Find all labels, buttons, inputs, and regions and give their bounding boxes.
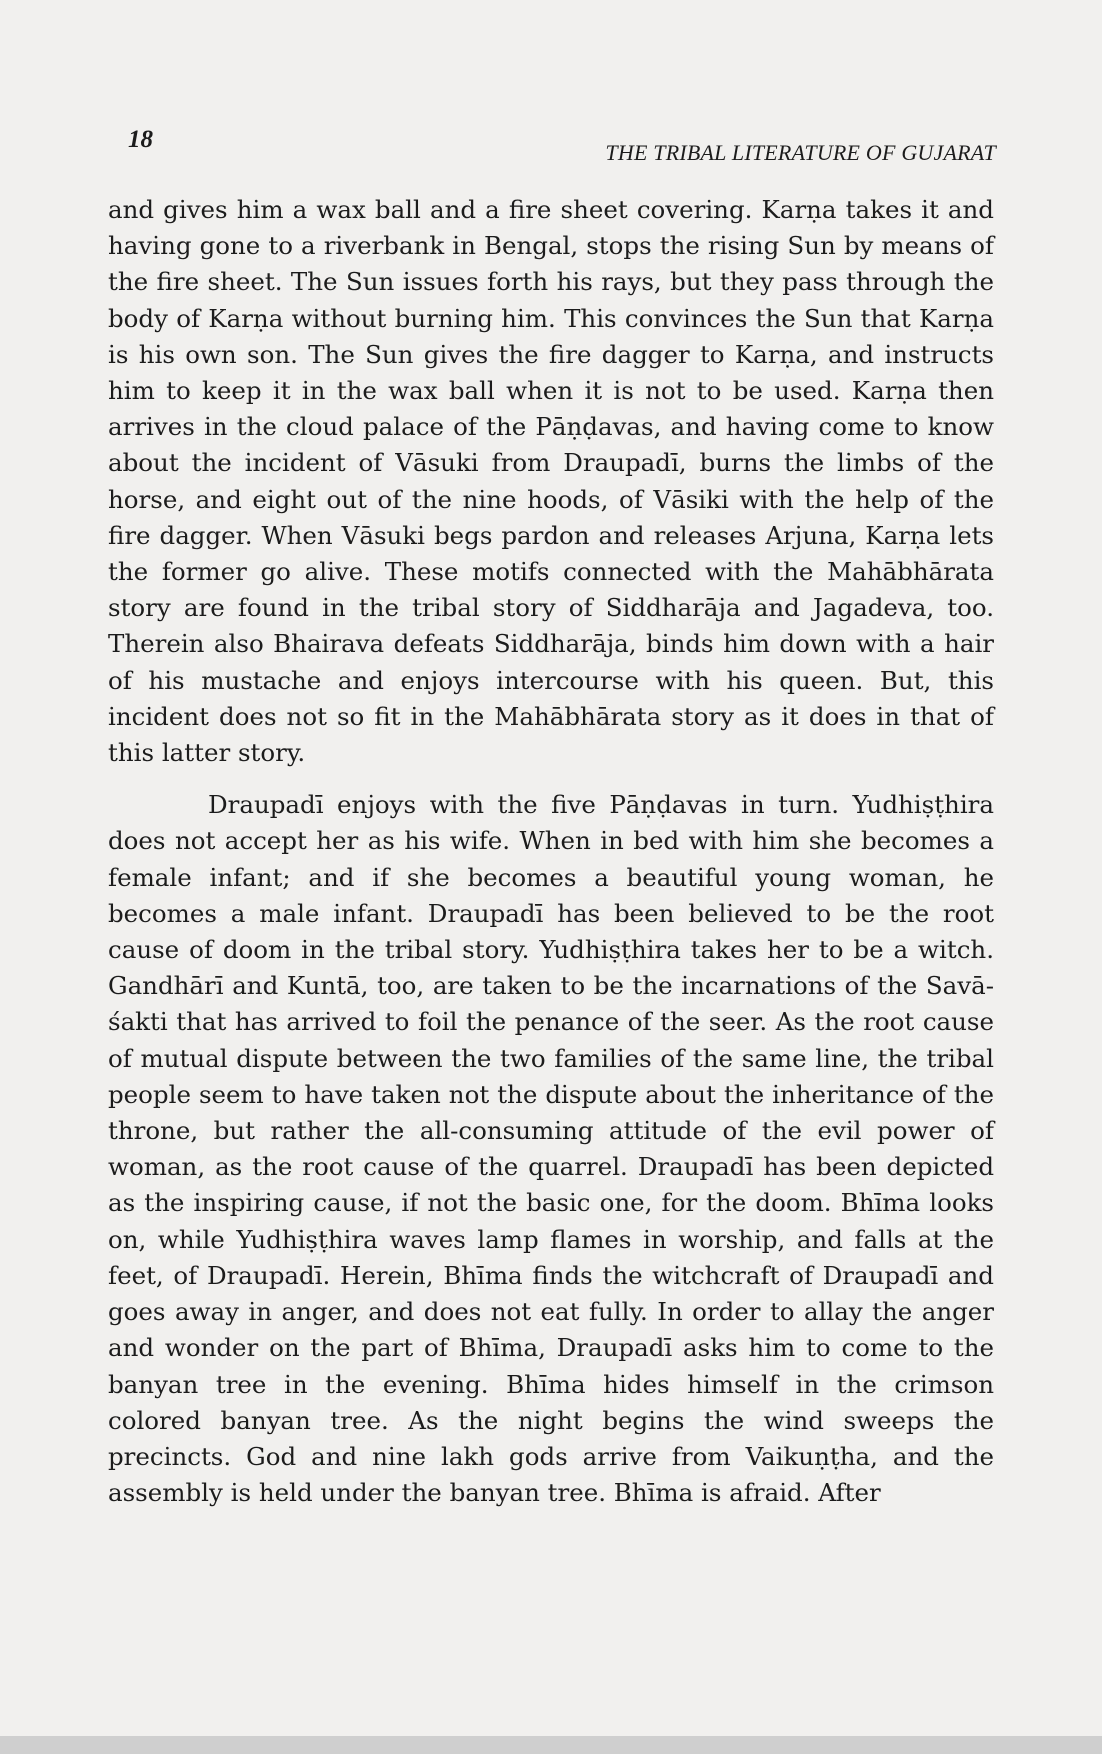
scan-bottom-edge xyxy=(0,1736,1102,1754)
page-number: 18 xyxy=(128,126,153,153)
page-header xyxy=(128,126,996,166)
running-head: THE TRIBAL LITERATURE OF GUJARAT xyxy=(605,140,996,165)
paragraph-1: and gives him a wax ball and a fire sheet covering. Karṇa takes it and having gone to a riverbank in Bengal, stops the rising Sun by means of the fire sheet. The Sun issues forth his rays, but they pass through the body of Karṇa without burning him. This convinces the Sun that Karṇa is his own son. The Sun gives the fire dagger to Karṇa, and instructs him to keep it in the wax ball when it is not to be used. Karṇa then arrives in the cloud palace of the Pāṇḍavas, and having come to know about the incident of Vāsuki from Draupadī, burns the limbs of the horse, and eight out of the nine hoods, of Vāsiki with the help of the fire dagger. When Vāsuki begs pardon and releases Arjuna, Karṇa lets the former go alive. These motifs connected with the Mahābhārata story are found in the tribal story of Siddharāja and Jagadeva, too. Therein also Bhairava defeats Siddharāja, binds him down with a hair of his mustache and enjoys intercourse with his queen. But, this incident does not so fit in the Mahābhārata story as it does in that of this latter story. xyxy=(108,195,994,768)
paragraph-2: Draupadī enjoys with the five Pāṇḍavas in turn. Yudhiṣṭhira does not accept her as his wife. When in bed with him she becomes a female infant; and if she becomes a beautiful young woman, he becomes a male infant. Draupadī has been believed to be the root cause of doom in the tribal story. Yudhiṣṭhira takes her to be a witch. Gandhārī and Kuntā, too, are taken to be the incarnations of the Savā-śakti that has arrived to foil the penance of the seer. As the root cause of mutual dispute between the two families of the same line, the tribal people seem to have taken not the dispute about the inheritance of the throne, but rather the all-consuming attitude of the evil power of woman, as the root cause of the quarrel. Draupadī has been depicted as the inspiring cause, if not the basic one, for the doom. Bhīma looks on, while Yudhiṣṭhira waves lamp flames in worship, and falls at the feet, of Draupadī. Herein, Bhīma finds the witchcraft of Draupadī and goes away in anger, and does not eat fully. In order to allay the anger and wonder on the part of Bhīma, Draupadī asks him to come to the banyan tree in the evening. Bhīma hides himself in the crimson colored banyan tree. As the night begins the wind sweeps the precincts. God and nine lakh gods arrive from Vaikuṇṭha, and the assembly is held under the banyan tree. Bhīma is afraid. After xyxy=(108,790,994,1508)
body-text xyxy=(108,192,994,1511)
